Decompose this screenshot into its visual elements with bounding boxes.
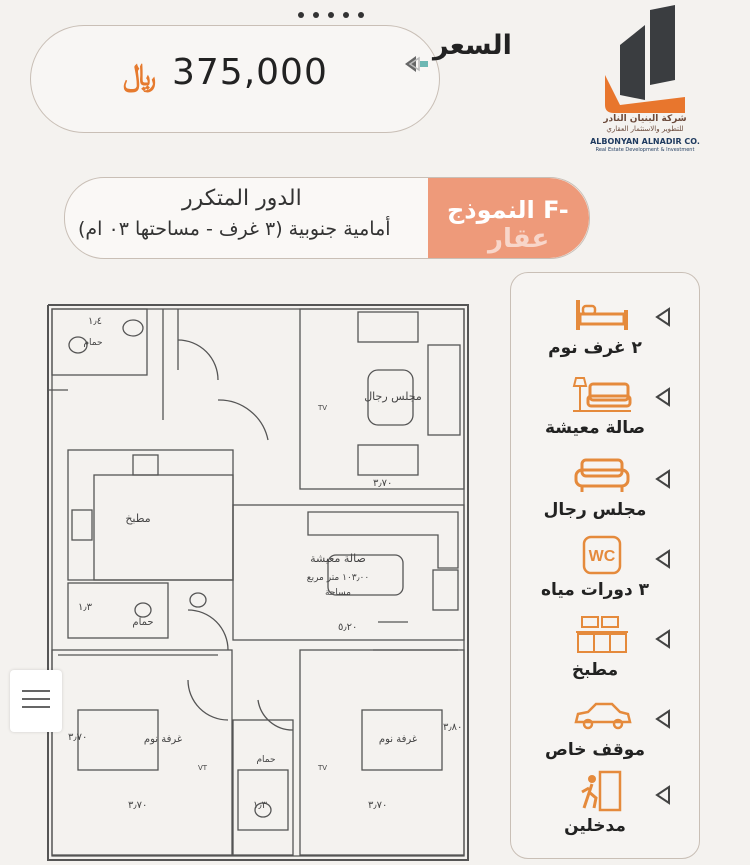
feature-label: مدخلين [564,816,626,836]
price-pointer-icon [402,54,430,74]
pointer-arrow-icon [652,708,674,730]
tv-label: TV [318,404,328,412]
pointer-arrow-icon [652,628,674,650]
room-label-bath-2: حمام [132,617,154,628]
feature-label: ٢ غرف نوم [548,338,642,358]
dot [328,12,334,18]
feature-label: موقف خاص [545,740,645,760]
tv-label: TV [318,764,328,772]
feature-label: صالة معيشة [544,418,646,438]
dot [298,12,304,18]
pointer-arrow-icon [652,386,674,408]
feature-label: ٣ دورات مياه [540,580,650,600]
handle-line [22,706,50,708]
feature-entrances [510,768,698,848]
feature-bathrooms [510,532,698,612]
dimension: ٣٫٧٠ [68,732,88,743]
logo-english-name: ALBONYAN ALNADIR CO. [590,137,700,146]
pointer-arrow-icon [652,548,674,570]
room-label-bath-3: حمام [256,755,276,765]
feature-majlis [510,452,698,532]
feature-kitchen [510,612,698,692]
dimension: ٣٫٧٠ [128,800,148,811]
living-area-label: مساحة [325,588,351,598]
watermark: عقار [488,224,550,254]
pointer-arrow-icon [652,306,674,328]
dimension: ١٫٣ [78,602,92,613]
pagination-dots [298,12,364,18]
wc-icon [572,534,632,576]
couch-icon [572,454,632,496]
feature-living-room [510,370,698,450]
room-label-bedroom-2: غرفة نوم [378,734,418,745]
floor-plan [38,300,478,865]
sofa-lamp-icon [572,372,632,414]
handle-line [22,690,50,692]
dimension: ٣٫٨٠ [443,722,463,733]
room-label-majlis: مجلس رجال [364,390,422,403]
feature-label: مطبخ [571,660,619,680]
price-value: 375,000 [172,52,328,93]
entrance-icon [572,770,632,812]
bed-icon [572,292,632,334]
logo-arabic-tagline: للتطوير والاستثمار العقاري [606,125,684,133]
feature-label: مجلس رجال [543,500,647,520]
room-label-living: صالة معيشة [310,552,366,565]
floor-title: الدور المتكرر [182,186,302,211]
car-icon [572,694,632,736]
dot [313,12,319,18]
kitchen-icon [572,614,632,656]
room-label-bath-1: حمام [83,338,103,348]
dimension: ١٫٤ [88,316,102,327]
handle-line [22,698,50,700]
floor-subtitle: أمامية جنوبية (٣ غرف - مساحتها ٠٣ ام) [78,218,391,240]
feature-bedrooms [510,290,698,370]
dimension: ٥٫٢٠ [338,622,358,633]
dimension: ٣٫٧٠ [373,478,393,489]
pointer-arrow-icon [652,784,674,806]
pointer-arrow-icon [652,468,674,490]
dot [358,12,364,18]
living-area: ١٠٣٫٠٠ متر مربع [306,573,370,583]
svg-text:WC: WC [588,548,616,565]
room-label-kitchen: مطبخ [125,512,151,525]
dot [343,12,349,18]
riyal-currency-icon: ﷼ [123,58,157,93]
model-tag: النموذج F- [447,196,569,224]
logo-english-tagline: Real Estate Development & Investment [595,147,695,153]
logo-arabic-name: شركة البنيان النادر [603,114,687,124]
dimension: ١٫٣ [253,800,267,811]
room-label-bedroom-1: غرفة نوم [143,734,183,745]
feature-parking [510,692,698,772]
price-label: السعر [433,30,512,61]
menu-handle-button[interactable] [10,670,62,732]
dimension: ٣٫٧٠ [368,800,388,811]
tv-label: VT [198,764,208,772]
